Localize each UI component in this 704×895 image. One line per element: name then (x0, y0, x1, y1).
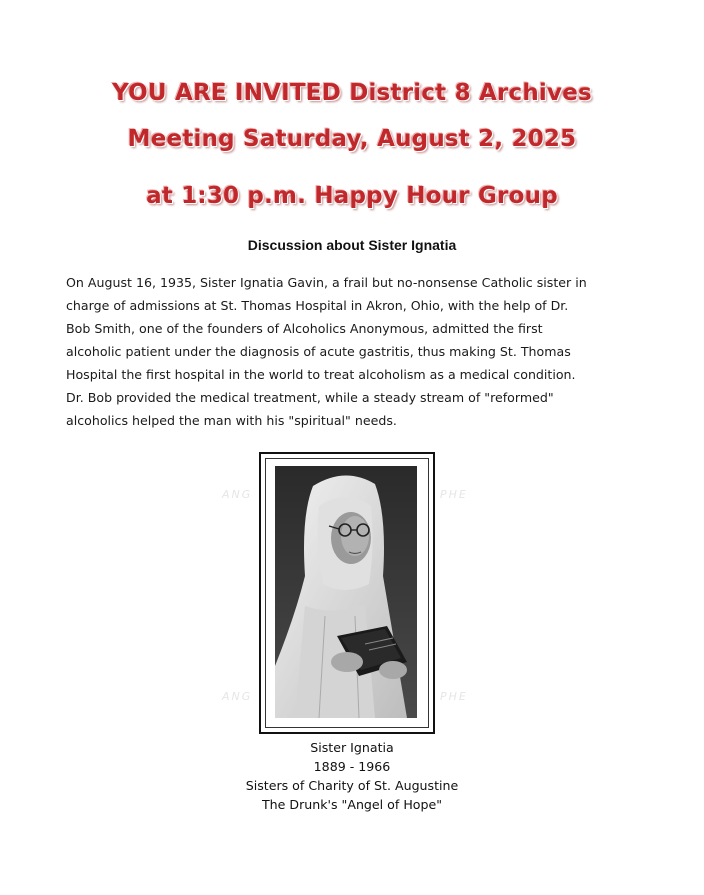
invitation-heading-line-1: YOU ARE INVITED District 8 Archives (112, 80, 592, 106)
watermark-text: ANG (222, 690, 253, 703)
body-line: Dr. Bob provided the medical treatment, while a steady stream of "reformed" (66, 390, 554, 405)
watermark-text: PHE (440, 488, 468, 501)
body-line: charge of admissions at St. Thomas Hospital in Akron, Ohio, with the help of Dr. (66, 298, 569, 313)
sister-ignatia-photo (275, 466, 417, 718)
body-line: alcoholic patient under the diagnosis of acute gastritis, thus making St. Thomas (66, 344, 571, 359)
invitation-heading-line-3: at 1:30 p.m. Happy Hour Group (146, 183, 558, 209)
body-line: Bob Smith, one of the founders of Alcoholics Anonymous, admitted the first (66, 321, 543, 336)
caption-title: The Drunk's "Angel of Hope" (261, 797, 443, 812)
discussion-subheading: Discussion about Sister Ignatia (247, 237, 457, 253)
caption-order: Sisters of Charity of St. Augustine (245, 778, 459, 793)
body-paragraph (66, 271, 642, 432)
body-line: alcoholics helped the man with his "spiritual" needs. (66, 413, 397, 428)
watermark-text: ANG (222, 488, 253, 501)
invitation-heading-line-2: Meeting Saturday, August 2, 2025 (127, 126, 577, 152)
watermark-text: PHE (440, 690, 468, 703)
body-line: Hospital the first hospital in the world to treat alcoholism as a medical condition. (66, 367, 576, 382)
body-line: On August 16, 1935, Sister Ignatia Gavin, a frail but no-nonsense Catholic sister in (66, 275, 587, 290)
photo-frame (259, 452, 435, 734)
photo-caption (0, 738, 704, 814)
caption-name: Sister Ignatia (310, 740, 394, 755)
caption-years: 1889 - 1966 (313, 759, 391, 774)
